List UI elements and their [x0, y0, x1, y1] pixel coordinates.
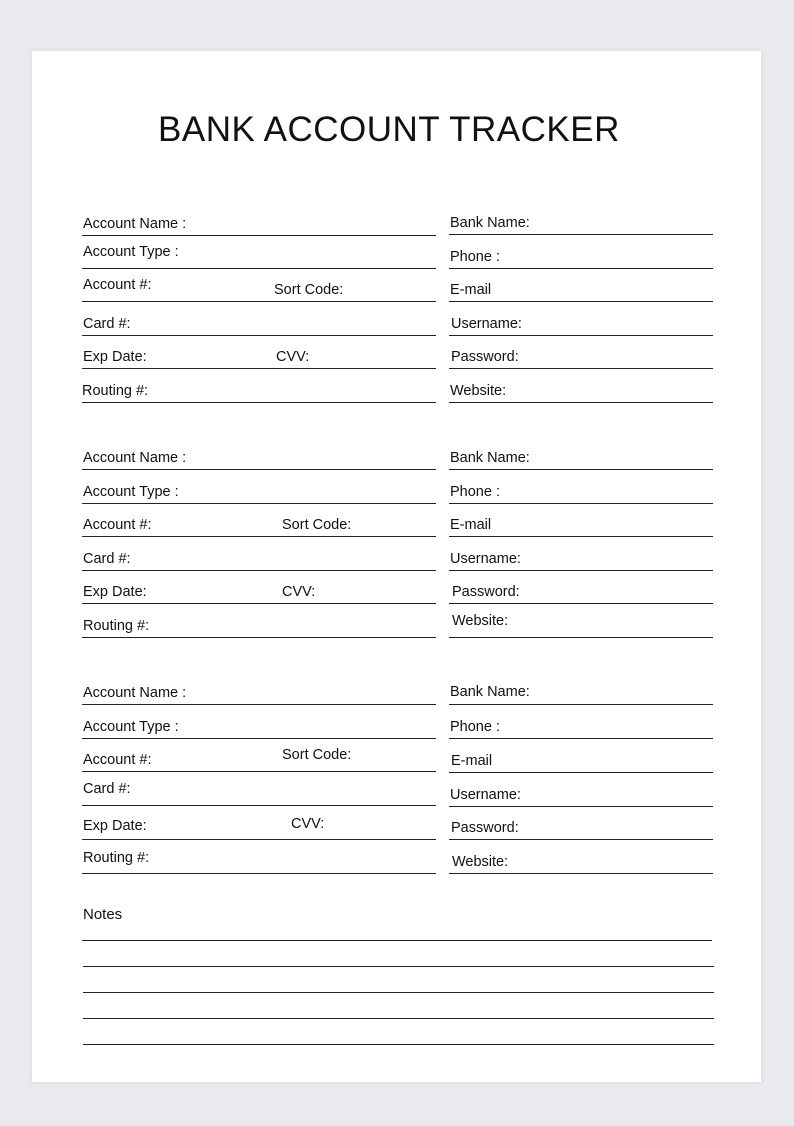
account-name-label: Account Name :: [83, 450, 187, 466]
website-field[interactable]: [449, 372, 713, 403]
website-label: Website:: [450, 383, 507, 399]
exp-date-field[interactable]: [82, 809, 436, 840]
account-number-label: Account #:: [83, 517, 152, 533]
account-type-field[interactable]: [82, 238, 436, 269]
account-name-field[interactable]: [82, 439, 436, 470]
cvv-label: CVV:: [276, 349, 310, 365]
email-field[interactable]: [449, 742, 713, 773]
username-label: Username:: [451, 316, 522, 332]
website-field[interactable]: [449, 607, 713, 638]
website-label: Website:: [452, 854, 509, 870]
phone-field[interactable]: [449, 708, 713, 739]
password-field[interactable]: [449, 338, 713, 369]
page-title: BANK ACCOUNT TRACKER: [158, 110, 620, 149]
exp-date-label: Exp Date:: [83, 349, 147, 365]
password-label: Password:: [451, 349, 519, 365]
bank-name-label: Bank Name:: [450, 215, 530, 231]
phone-label: Phone :: [450, 719, 500, 735]
account-name-label: Account Name :: [83, 685, 187, 701]
email-label: E-mail: [450, 517, 492, 533]
routing-number-label: Routing #:: [83, 850, 150, 866]
card-number-label: Card #:: [83, 551, 131, 567]
card-number-field[interactable]: [82, 775, 436, 806]
username-field[interactable]: [449, 305, 713, 336]
phone-label: Phone :: [450, 484, 500, 500]
password-label: Password:: [451, 820, 519, 836]
account-type-field[interactable]: [82, 708, 436, 739]
routing-number-label: Routing #:: [83, 618, 150, 634]
account-name-label: Account Name :: [83, 216, 187, 232]
sort-code-label: Sort Code:: [282, 747, 352, 763]
account-type-label: Account Type :: [83, 244, 179, 260]
account-type-field[interactable]: [82, 473, 436, 504]
username-label: Username:: [450, 551, 521, 567]
card-number-field[interactable]: [82, 540, 436, 571]
notes-label: Notes: [83, 906, 123, 923]
exp-date-field[interactable]: [82, 338, 436, 369]
account-name-field[interactable]: [82, 205, 436, 236]
account-type-label: Account Type :: [83, 719, 179, 735]
exp-date-field[interactable]: [82, 573, 436, 604]
notes-line-3[interactable]: [83, 992, 714, 993]
notes-line-4[interactable]: [83, 1018, 714, 1019]
account-number-field[interactable]: [82, 741, 436, 772]
phone-label: Phone :: [450, 249, 500, 265]
email-field[interactable]: [449, 271, 713, 302]
email-label: E-mail: [451, 753, 493, 769]
card-number-label: Card #:: [83, 316, 131, 332]
username-field[interactable]: [449, 776, 713, 807]
bank-name-field[interactable]: [449, 439, 713, 470]
routing-number-label: Routing #:: [82, 383, 149, 399]
exp-date-label: Exp Date:: [83, 584, 147, 600]
card-number-label: Card #:: [83, 781, 131, 797]
password-field[interactable]: [449, 809, 713, 840]
email-field[interactable]: [449, 506, 713, 537]
account-type-label: Account Type :: [83, 484, 179, 500]
bank-name-field[interactable]: [449, 674, 713, 705]
password-label: Password:: [452, 584, 520, 600]
website-field[interactable]: [449, 843, 713, 874]
account-number-label: Account #:: [83, 277, 152, 293]
routing-number-field[interactable]: [82, 607, 436, 638]
sort-code-label: Sort Code:: [274, 282, 344, 298]
email-label: E-mail: [450, 282, 492, 298]
account-number-field[interactable]: [82, 271, 436, 302]
notes-line-2[interactable]: [83, 966, 714, 967]
bank-name-field[interactable]: [449, 204, 713, 235]
cvv-label: CVV:: [291, 816, 325, 832]
username-label: Username:: [450, 787, 521, 803]
password-field[interactable]: [449, 573, 713, 604]
phone-field[interactable]: [449, 473, 713, 504]
account-number-label: Account #:: [83, 752, 152, 768]
sort-code-label: Sort Code:: [282, 517, 352, 533]
website-label: Website:: [452, 613, 509, 629]
bank-name-label: Bank Name:: [450, 450, 530, 466]
cvv-label: CVV:: [282, 584, 316, 600]
account-number-field[interactable]: [82, 506, 436, 537]
card-number-field[interactable]: [82, 305, 436, 336]
notes-line-1[interactable]: [82, 940, 712, 941]
account-name-field[interactable]: [82, 674, 436, 705]
bank-name-label: Bank Name:: [450, 684, 530, 700]
routing-number-field[interactable]: [82, 372, 436, 403]
notes-line-5[interactable]: [83, 1044, 714, 1045]
exp-date-label: Exp Date:: [83, 818, 147, 834]
phone-field[interactable]: [449, 238, 713, 269]
username-field[interactable]: [449, 540, 713, 571]
routing-number-field[interactable]: [82, 843, 436, 874]
